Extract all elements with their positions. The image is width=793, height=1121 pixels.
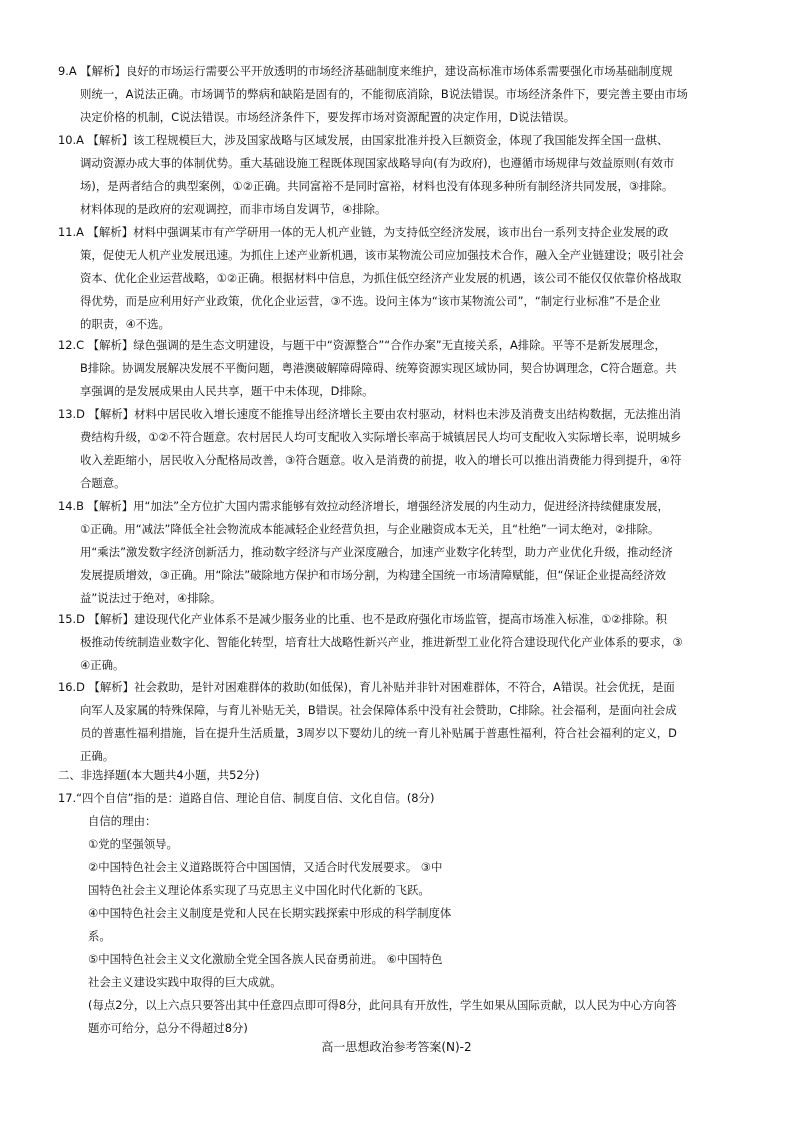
answer-item-16 xyxy=(58,676,738,768)
answer-line: 自信的理由： xyxy=(88,814,157,828)
answer-line: 则统一，A说法正确。市场调节的弊病和缺陷是固有的，不能彻底消除，B说法错误。市场经济条件下，要完善主要由市场 xyxy=(80,87,688,101)
answer-line: 场)，是两者结合的典型案例，①②正确。共同富裕不是同时富裕，材料也没有体现多种所有制经济共同发展，③排除。 xyxy=(80,179,674,193)
answer-line: 合题意。 xyxy=(80,476,126,490)
answer-line: B排除。协调发展解决发展不平衡问题，粤港澳破解障碍障碍、统筹资源实现区域协同，契合协调理念，C符合题意。共 xyxy=(80,361,677,375)
answer-item-13 xyxy=(58,403,738,495)
answer-line: 员的普惠性福利措施，旨在提升生活质量，3周岁以下婴幼儿的统一育儿补贴属于普惠性福利，符合社会福利的定义，D xyxy=(80,726,677,740)
answer-item-11 xyxy=(58,221,738,336)
section-heading-text: 二、非选择题(本大题共4小题，共52分) xyxy=(58,768,260,782)
answer-item-17 xyxy=(58,787,738,1040)
answer-line: 9.A 【解析】良好的市场运行需要公平开放透明的市场经济基础制度来维护，建设高标准市场体系需要强化市场基础制度规 xyxy=(58,64,673,78)
answer-line: 享强调的是发展成果由人民共享，题干中未体现，D排除。 xyxy=(80,384,374,398)
answer-line: 得优势，而是应利用好产业政策，优化企业运营，③不选。设问主体为“该市某物流公司”，“制定行业标准”不是企业 xyxy=(80,294,661,308)
answer-line: 决定价格的机制，C说法错误。市场经济条件下，要发挥市场对资源配置的决定作用，D说法错误。 xyxy=(80,110,576,124)
answer-line: 国特色社会主义理论体系实现了马克思主义中国化时代化新的飞跃。 xyxy=(88,883,430,897)
answer-line: 正确。 xyxy=(80,749,115,763)
answer-line: 发展提质增效，③正确。用“除法”破除地方保护和市场分割，为构建全国统一市场清障赋能，但“保证企业提高经济效 xyxy=(80,568,667,582)
answer-line: 调动资源办成大事的体制优势。重大基础设施工程既体现国家战略导向(有为政府)，也遵循市场规律与效益原则(有效市 xyxy=(80,156,675,170)
page-footer: 高一思想政治参考答案(N)-2 xyxy=(321,1040,472,1054)
answer-line: 15.D 【解析】建设现代化产业体系不是减少服务业的比重、也不是政府强化市场监管，提高市场准入标准，①②排除。积 xyxy=(58,612,668,626)
answer-item-12 xyxy=(58,334,738,403)
answer-line: 12.C 【解析】绿色强调的是生态文明建设，与题干中“资源整合”“合作办案”无直接关系，A排除。平等不是新发展理念， xyxy=(58,338,666,352)
answer-line: 社会主义建设实践中取得的巨大成就。 xyxy=(88,975,282,989)
answer-line: 13.D 【解析】材料中居民收入增长速度不能推导出经济增长主要由农村驱动，材料也未涉及消费支出结构数据，无法推出消 xyxy=(58,407,681,421)
answer-line: ②中国特色社会主义道路既符合中国国情，又适合时代发展要求。 ③中 xyxy=(88,860,443,874)
answer-line: 14.B 【解析】用“加法”全方位扩大国内需求能够有效拉动经济增长，增强经济发展的内生动力，促进经济持续健康发展， xyxy=(58,499,669,513)
answer-item-15 xyxy=(58,608,738,677)
answer-line: ④中国特色社会主义制度是党和人民在长期实践探索中形成的科学制度体 xyxy=(88,906,452,920)
answer-line: 费结构升级，①②不符合题意。农村居民人均可支配收入实际增长率高于城镇居民人均可支配收入实际增长率，说明城乡 xyxy=(80,430,682,444)
answer-line: 收入差距缩小，居民收入分配格局改善，③符合题意。收入是消费的前提，收入的增长可以推出消费能力得到提升，④符 xyxy=(80,453,682,467)
answer-line: 用“乘法”激发数字经济创新活力，推动数字经济与产业深度融合，加速产业数字化转型，助力产业优化升级，推动经济 xyxy=(80,545,673,559)
answer-line: 极推动传统制造业数字化、智能化转型，培育壮大战略性新兴产业，推进新型工业化符合建设现代化产业体系的要求，③ xyxy=(80,635,683,649)
answer-item-14 xyxy=(58,495,738,610)
scoring-note-line: (每点2分，以上六点只要答出其中任意四点即可得8分，此问具有开放性，学生如果从国际贡献，以人民为中心方向答 xyxy=(88,998,677,1012)
scoring-note-line: 题亦可给分，总分不得超过8分) xyxy=(88,1021,248,1035)
answer-item-10 xyxy=(58,129,738,221)
answer-line: 16.D 【解析】社会救助，是针对困难群体的救助(如低保)，育儿补贴并非针对困难群体，不符合，A错误。社会优抚，是面 xyxy=(58,680,675,694)
answer-line: 材料体现的是政府的宏观调控，而非市场自发调节，④排除。 xyxy=(80,202,387,216)
answer-line: 策，促使无人机产业发展迅速。为抓住上述产业新机遇，该市某物流公司应加强技术合作，融入全产业链建设；吸引社会 xyxy=(80,248,684,262)
answer-item-9 xyxy=(58,60,738,129)
answer-line: 11.A 【解析】材料中强调某市有产学研用一体的无人机产业链，为支持低空经济发展，该市出台一系列支持企业发展的政 xyxy=(58,225,669,239)
answer-line: ①正确。用“减法”降低全社会物流成本能减轻企业经营负担，与企业融资成本无关，且“杜绝”一词太绝对，②排除。 xyxy=(80,522,660,536)
answer-line: 资本、优化企业运营战略，①②正确。根据材料中信息，为抓住低空经济产业发展的机遇，该公司不能仅仅依靠价格战取 xyxy=(80,271,682,285)
answer-line: 10.A 【解析】该工程规模巨大，涉及国家战略与区域发展，由国家批准并投入巨额资金，体现了我国能发挥全国一盘棋、 xyxy=(58,133,669,147)
answer-line: ④正确。 xyxy=(80,658,125,672)
answer-line: 17.“四个自信”指的是：道路自信、理论自信、制度自信、文化自信。(8分) xyxy=(58,791,435,805)
section-heading xyxy=(58,764,738,787)
answer-line: 向军人及家属的特殊保障，与育儿补贴无关，B错误。社会保障体系中没有社会赞助，C排除。社会福利，是面向社会成 xyxy=(80,703,677,717)
answer-line: ①党的坚强领导。 xyxy=(88,837,178,851)
answer-line: 益”说法过于绝对，④排除。 xyxy=(80,591,222,605)
answer-line: 系。 xyxy=(88,929,111,943)
answer-line: ⑤中国特色社会主义文化激励全党全国各族人民奋勇前进。 ⑥中国特色 xyxy=(88,952,443,966)
answer-line: 的职责，④不选。 xyxy=(80,317,170,331)
